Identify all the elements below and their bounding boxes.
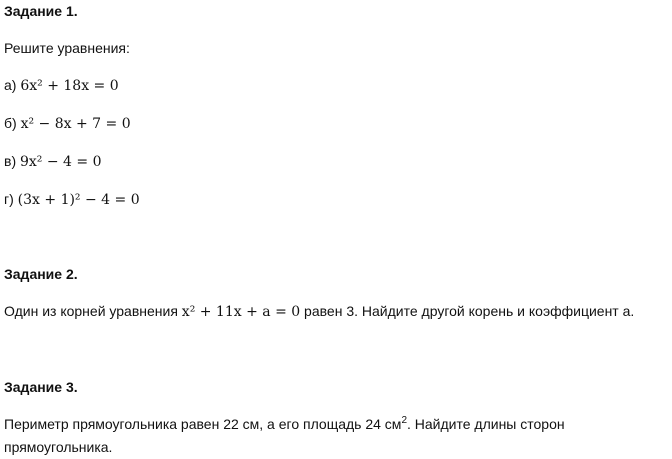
task3-text-after: . Найдите длины сторон [407,416,565,432]
task2-heading: Задание 2. [4,266,78,282]
task3-heading: Задание 3. [4,379,78,395]
equation-a [4,76,119,95]
equation-c-expr: 9x² − 4 = 0 [20,154,102,170]
task3-text-line1 [4,415,565,433]
task2-text-after: равен 3. Найдите другой корень и коэффициент а. [300,303,635,319]
equation-a-label: а) [4,77,21,93]
equation-d [4,190,140,209]
task3-sup: 2 [401,415,407,426]
task2-text-before: Один из корней уравнения [4,303,182,319]
task3-text-before: Периметр прямоугольника равен 22 см, а его площадь 24 см [4,416,402,432]
equation-c [4,152,102,171]
task2-text [4,302,634,321]
equation-d-label: г) [4,191,18,207]
equation-b-expr: x² − 8x + 7 = 0 [20,116,131,132]
task1-heading: Задание 1. [4,3,78,19]
task2-equation: x² + 11x + a = 0 [181,304,301,320]
task3-text-line2: прямоугольника. [4,439,113,455]
task1-instruction: Решите уравнения: [4,40,130,56]
equation-a-expr: 6x² + 18x = 0 [20,78,119,94]
equation-b-label: б) [4,115,21,131]
equation-c-label: в) [4,153,20,169]
equation-b [4,114,131,133]
equation-d-expr: (3x + 1)² − 4 = 0 [17,192,140,208]
